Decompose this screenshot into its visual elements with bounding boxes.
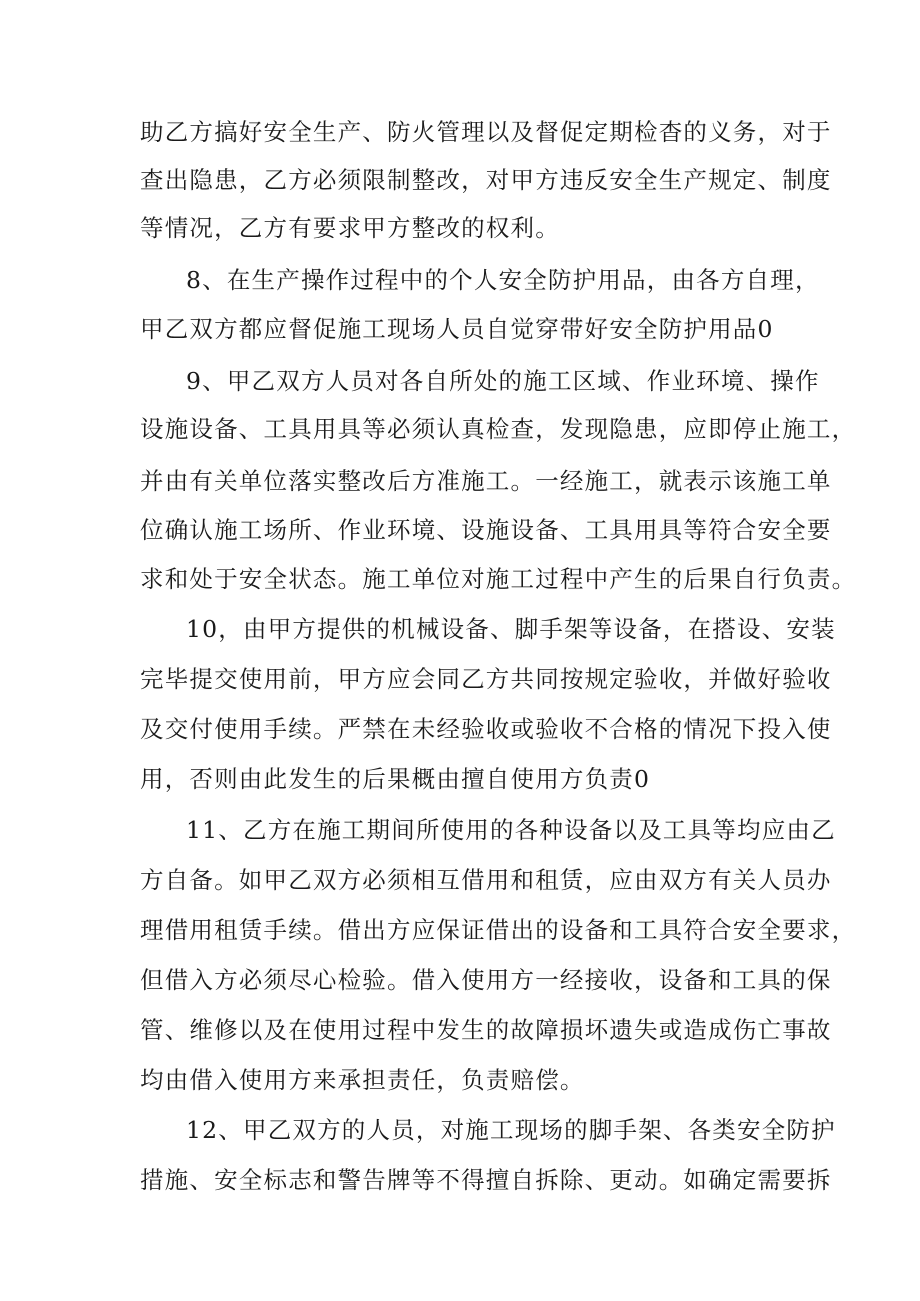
text-line: 甲乙双方都应督促施工现场人员自觉穿带好安全防护用品0 <box>140 315 774 343</box>
text-line: 助乙方搞好安全生产、防火管理以及督促定期检杳的义务，对于 <box>140 118 832 146</box>
text-line: 及交付使用手续。严禁在未经验收或验收不合格的情况下投入使 <box>140 715 832 743</box>
text-line: 用，否则由此发生的后果概由擅自使用方负责0 <box>140 765 651 793</box>
paragraph-12-start: 12、甲乙双方的人员，对施工现场的脚手架、各类安全防护 <box>186 1116 836 1144</box>
text-line: 管、维修以及在使用过程中发生的故障损坏遗失或造成伤亡事故 <box>140 1016 832 1044</box>
text-line: 设施设备、工具用具等必须认真检查，发现隐患，应即停止施工， <box>140 415 857 443</box>
text-line: 查出隐患，乙方必须限制整改，对甲方违反安全生产规定、制度 <box>140 166 832 194</box>
text-line: 但借入方必须尽心检验。借入使用方一经接收，设备和工具的保 <box>140 966 832 994</box>
text-line: 措施、安全标志和警告牌等不得擅自拆除、更动。如确定需要拆 <box>140 1166 832 1194</box>
paragraph-10-start: 10，由甲方提供的机械设备、脚手架等设备，在搭设、安装 <box>186 615 836 643</box>
text-line: 等情况，乙方有要求甲方整改的权利。 <box>140 214 560 242</box>
text-line: 理借用租赁手续。借出方应保证借出的设备和工具符合安全要求， <box>140 916 857 944</box>
paragraph-8-start: 8、在生产操作过程中的个人安全防护用品，由各方自理， <box>186 266 820 294</box>
text-line: 方自备。如甲乙双方必须相互借用和租赁，应由双方有关人员办 <box>140 866 832 894</box>
text-line: 均由借入使用方来承担责任，负责赔偿。 <box>140 1066 585 1094</box>
paragraph-9-start: 9、甲乙双方人员对各自所处的施工区域、作业环境、操作 <box>186 367 820 395</box>
text-line: 求和处于安全状态。施工单位对施工过程中产生的后果自行负责。 <box>140 565 857 593</box>
text-line: 完毕提交使用前，甲方应会同乙方共同按规定验收，并做好验收 <box>140 665 832 693</box>
text-line: 并由有关单位落实整改后方准施工。一经施工，就表示该施工单 <box>140 467 832 495</box>
text-line: 位确认施工场所、作业环境、设施设备、工具用具等符合安全要 <box>140 516 832 544</box>
paragraph-11-start: 11、乙方在施工期间所使用的各种设备以及工具等均应由乙 <box>186 816 836 844</box>
